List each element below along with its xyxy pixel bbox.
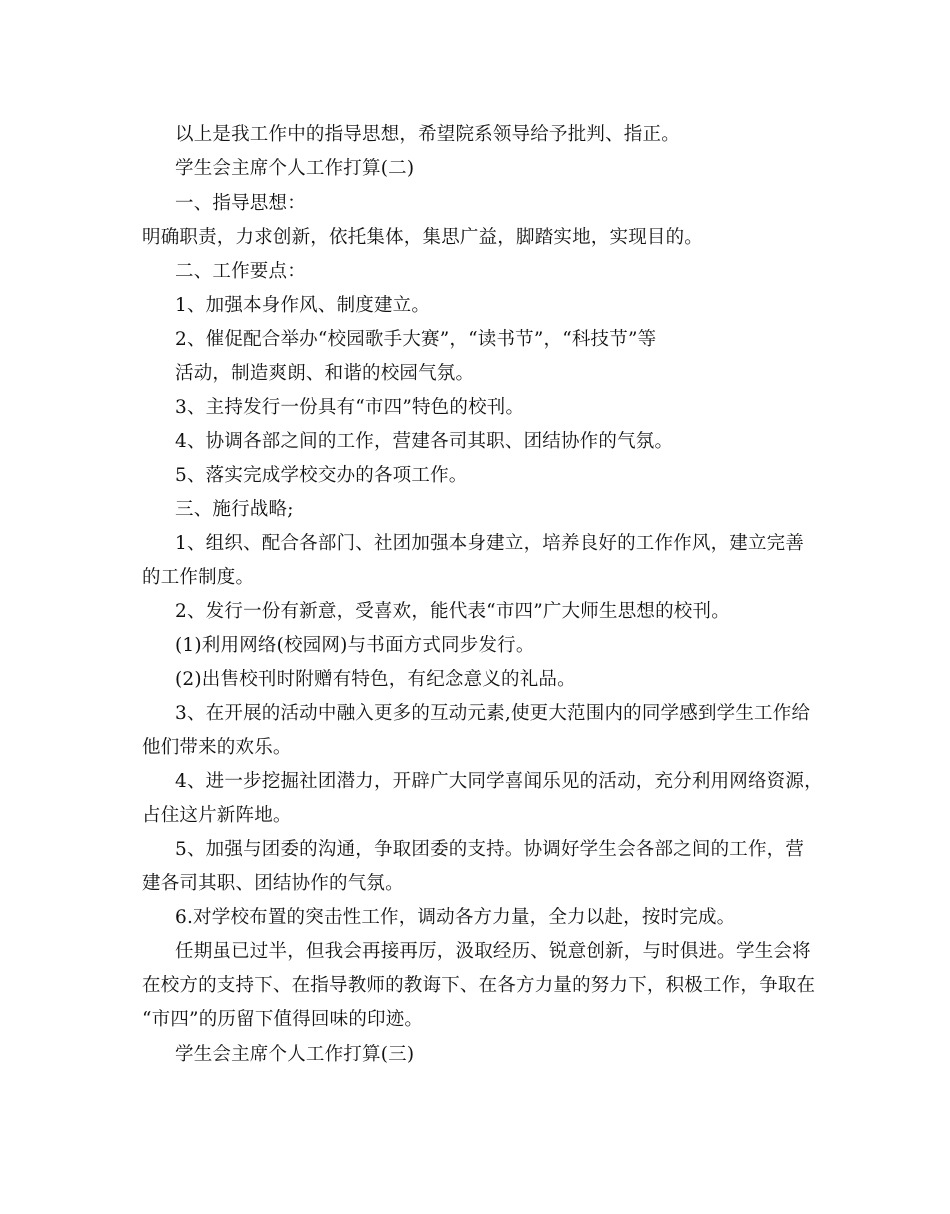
list-item-point-2-cont: 活动，制造爽朗、和谐的校园气氛。 xyxy=(175,363,475,384)
section-heading-plan-3: 学生会主席个人工作打算(三) xyxy=(175,1044,415,1065)
list-item-strategy-3: 3、在开展的活动中融入更多的互动元素,使更大范围内的同学感到学生工作给 xyxy=(175,703,811,724)
heading-work-points: 二、工作要点： xyxy=(175,261,306,282)
list-item-point-3: 3、主持发行一份具有“市四”特色的校刊。 xyxy=(175,397,525,418)
paragraph-conclusion-cont-1: 在校方的支持下、在指导教师的教诲下、在各方力量的努力下，积极工作，争取在 xyxy=(142,975,816,996)
list-item-strategy-6: 6.对学校布置的突击性工作，调动各方力量，全力以赴，按时完成。 xyxy=(175,907,736,928)
list-item-point-5: 5、落实完成学校交办的各项工作。 xyxy=(175,465,468,486)
list-item-strategy-2: 2、发行一份有新意，受喜欢，能代表“市四”广大师生思想的校刊。 xyxy=(175,601,730,622)
list-item-strategy-3-cont: 他们带来的欢乐。 xyxy=(142,737,292,758)
list-item-point-2: 2、催促配合举办“校园歌手大赛”，“读书节”，“科技节”等 xyxy=(175,329,657,350)
list-item-strategy-1: 1、组织、配合各部门、社团加强本身建立，培养良好的工作作风，建立完善 xyxy=(175,533,805,554)
list-item-strategy-5: 5、加强与团委的沟通，争取团委的支持。协调好学生会各部之间的工作，营 xyxy=(175,839,805,860)
list-item-strategy-4: 4、进一步挖掘社团潜力，开辟广大同学喜闻乐见的活动，充分利用网络资源， xyxy=(175,771,823,792)
list-item-point-1: 1、加强本身作风、制度建立。 xyxy=(175,295,431,316)
list-item-strategy-4-cont: 占住这片新阵地。 xyxy=(142,805,292,826)
list-item-strategy-2-sub-1: (1)利用网络(校园网)与书面方式同步发行。 xyxy=(175,635,535,656)
list-item-strategy-5-cont: 建各司其职、团结协作的气氛。 xyxy=(142,873,404,894)
list-item-strategy-2-sub-2: (2)出售校刊时附赠有特色，有纪念意义的礼品。 xyxy=(175,669,576,690)
heading-guiding-ideology: 一、指导思想： xyxy=(175,193,306,214)
paragraph-ideology: 明确职责，力求创新，依托集体，集思广益，脚踏实地，实现目的。 xyxy=(142,227,704,248)
paragraph-conclusion-cont-2: “市四”的历留下值得回味的印迹。 xyxy=(142,1009,424,1030)
paragraph-conclusion: 任期虽已过半，但我会再接再厉，汲取经历、锐意创新，与时俱进。学生会将 xyxy=(175,941,811,962)
heading-strategy: 三、施行战略; xyxy=(175,499,294,520)
section-heading-plan-2: 学生会主席个人工作打算(二) xyxy=(175,158,415,179)
list-item-strategy-1-cont: 的工作制度。 xyxy=(142,567,255,588)
list-item-point-4: 4、协调各部之间的工作，营建各司其职、团结协作的气氛。 xyxy=(175,431,674,452)
paragraph-closing: 以上是我工作中的指导思想，希望院系领导给予批判、指正。 xyxy=(175,124,680,145)
